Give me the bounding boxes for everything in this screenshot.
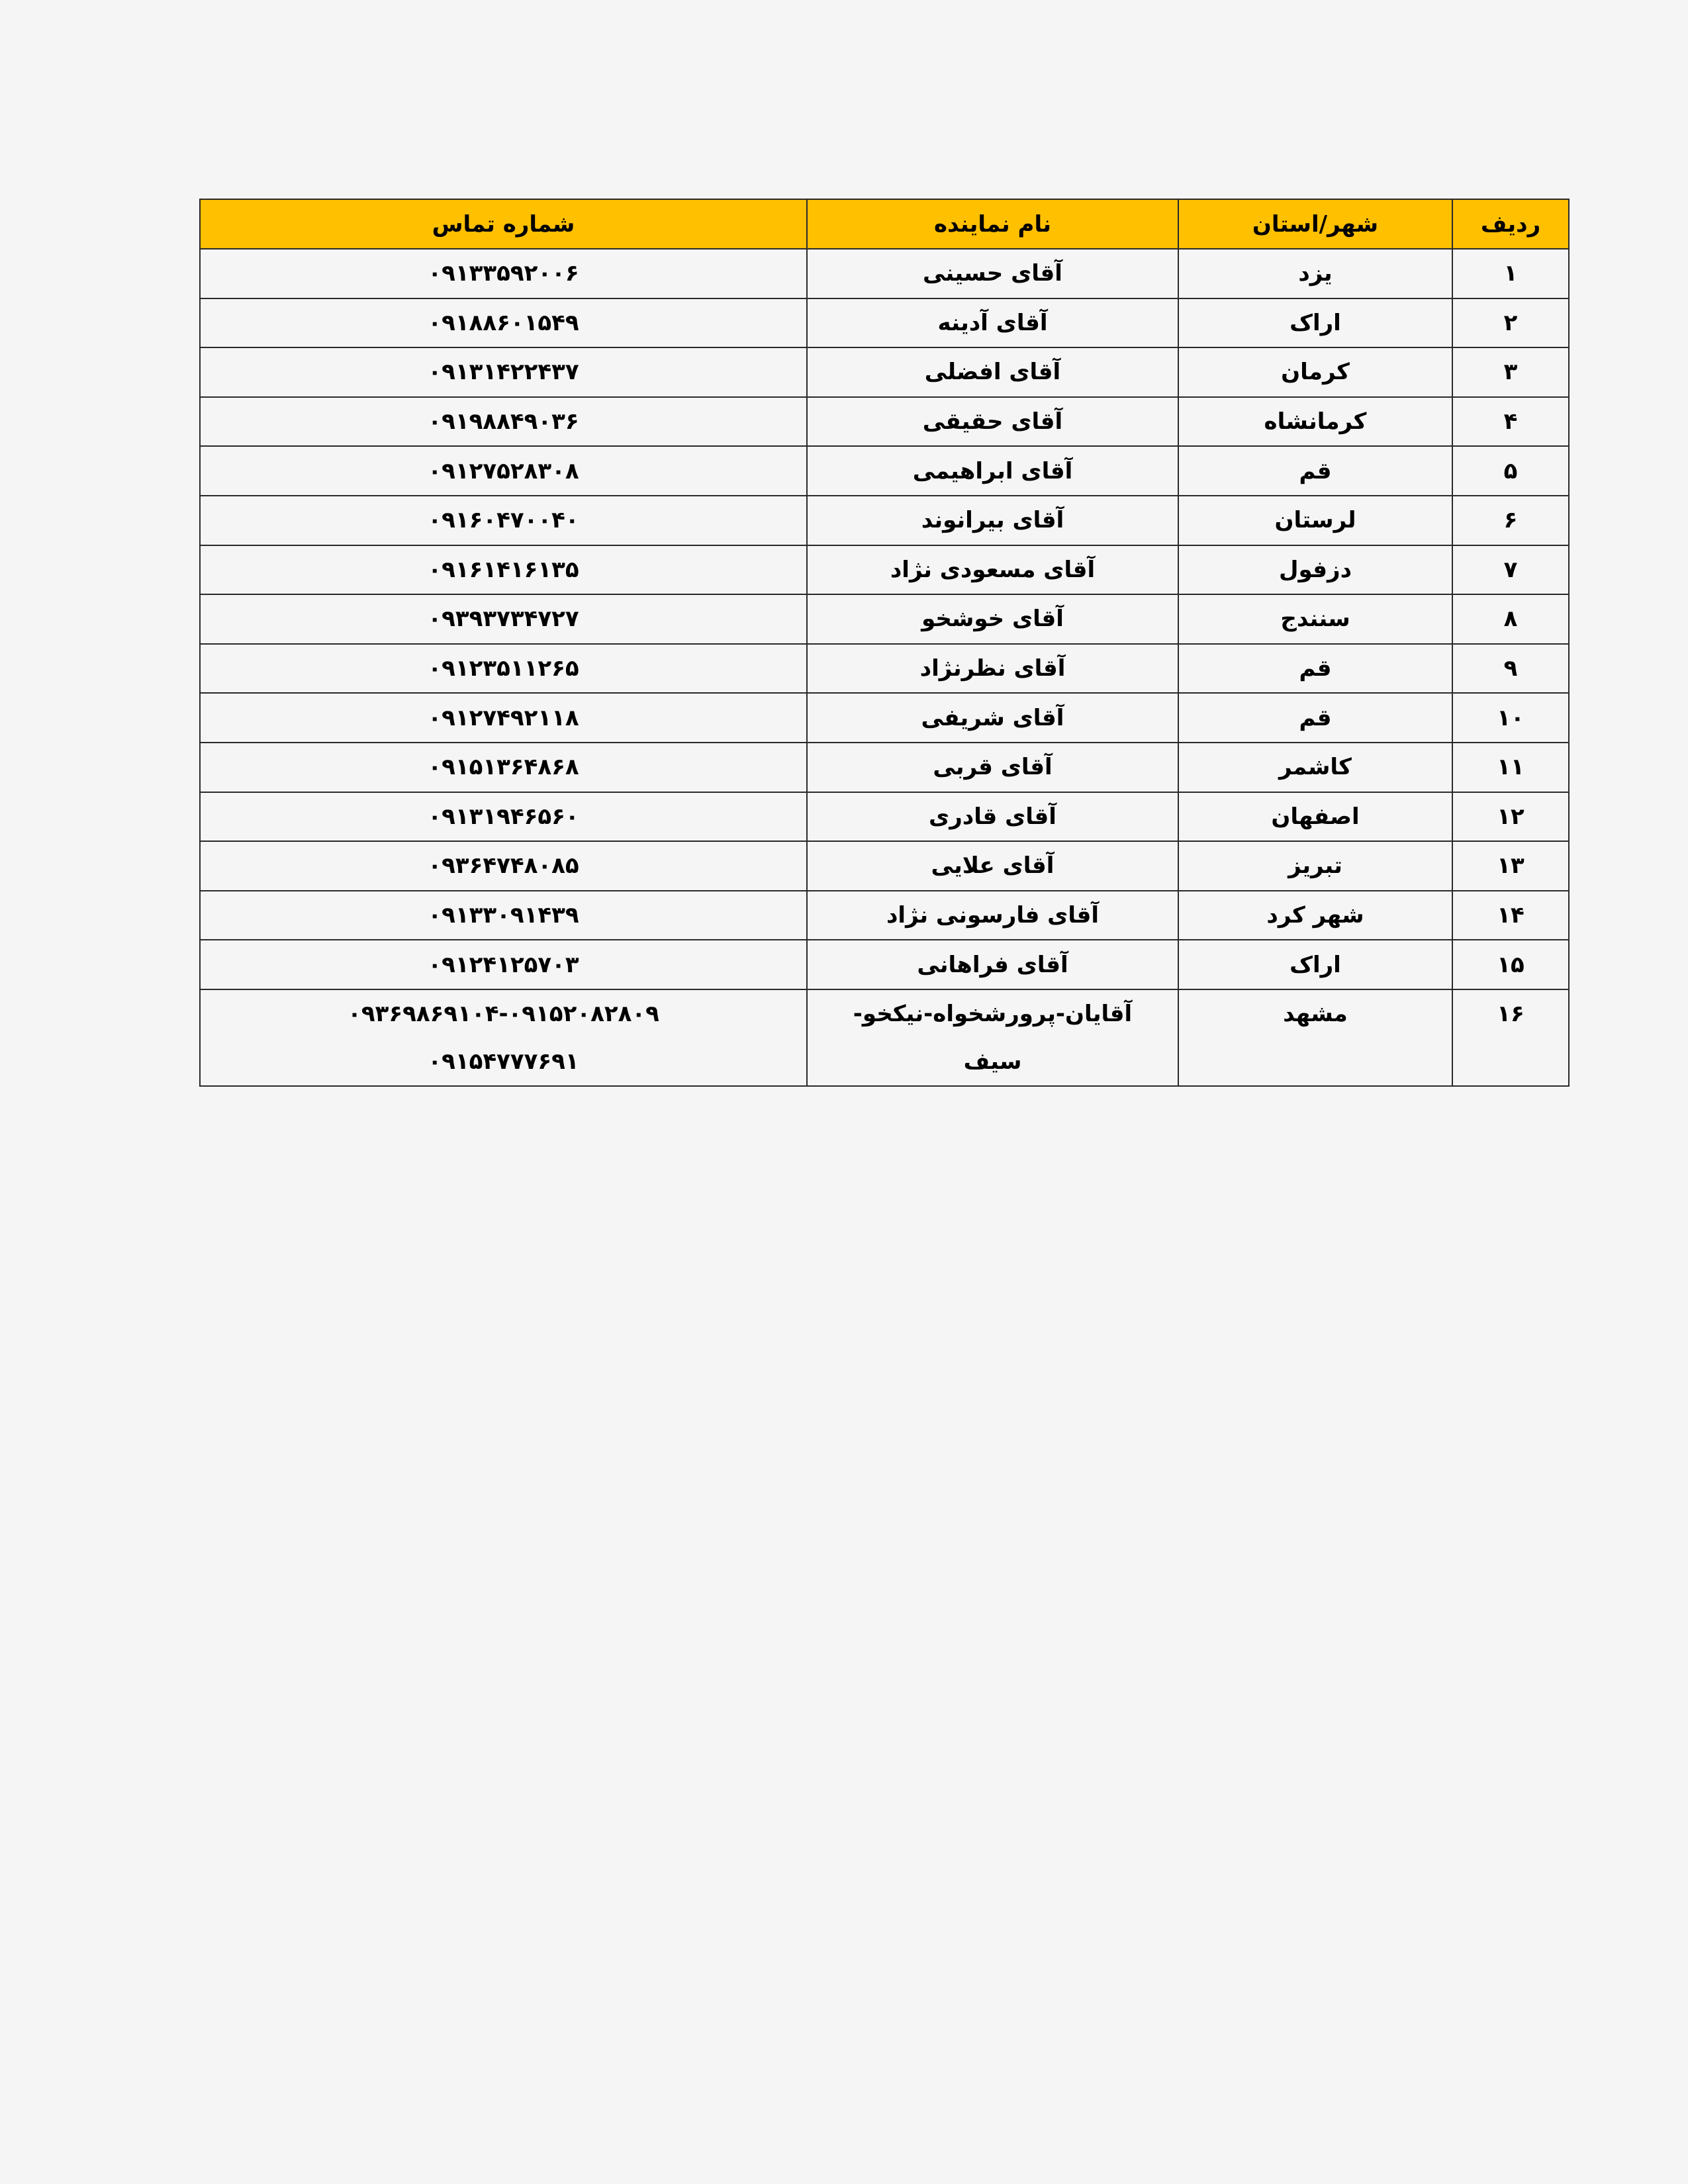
table-body <box>200 249 1569 1086</box>
cell-city: سنندج <box>1178 594 1452 644</box>
cell-phone: ۰۹۱۶۱۴۱۶۱۳۵ <box>200 545 807 595</box>
cell-row-number: ۳ <box>1452 347 1569 397</box>
cell-representative-name: آقای شریفی <box>807 693 1178 743</box>
cell-city: کرمانشاه <box>1178 397 1452 447</box>
cell-phone: ۰۹۱۳۱۹۴۶۵۶۰ <box>200 792 807 842</box>
table-row <box>200 891 1569 940</box>
cell-representative-name: آقای نظرنژاد <box>807 644 1178 694</box>
table-row <box>200 594 1569 644</box>
name-line: آقایان-پرورشخواه-نیکخو- <box>853 1000 1133 1027</box>
table-row <box>200 989 1569 1086</box>
cell-city: کرمان <box>1178 347 1452 397</box>
cell-city: دزفول <box>1178 545 1452 595</box>
cell-phone: ۰۹۱۲۳۵۱۱۲۶۵ <box>200 644 807 694</box>
cell-row-number: ۱ <box>1452 249 1569 298</box>
cell-phone: ۰۹۱۸۸۶۰۱۵۴۹ <box>200 298 807 348</box>
cell-city: قم <box>1178 693 1452 743</box>
cell-phone: ۰۹۱۲۷۴۹۲۱۱۸ <box>200 693 807 743</box>
cell-row-number: ۱۵ <box>1452 940 1569 989</box>
table-row <box>200 397 1569 447</box>
table-row <box>200 792 1569 842</box>
table-row <box>200 545 1569 595</box>
cell-phone: ۰۹۱۶۰۴۷۰۰۴۰ <box>200 496 807 545</box>
table-row <box>200 249 1569 298</box>
cell-row-number: ۱۱ <box>1452 743 1569 792</box>
cell-row-number: ۱۶ <box>1452 989 1569 1086</box>
cell-city: اراک <box>1178 298 1452 348</box>
table-row <box>200 347 1569 397</box>
cell-phone: ۰۹۱۲۷۵۲۸۳۰۸ <box>200 446 807 496</box>
phone-line: ۰۹۳۶۹۸۶۹۱۰۴-۰۹۱۵۲۰۸۲۸۰۹ <box>348 1000 659 1027</box>
cell-row-number: ۱۲ <box>1452 792 1569 842</box>
cell-row-number: ۶ <box>1452 496 1569 545</box>
table-header <box>200 199 1569 249</box>
name-line: سیف <box>963 1048 1022 1075</box>
header-row <box>200 199 1569 249</box>
table-row <box>200 644 1569 694</box>
cell-phone: ۰۹۱۳۳۰۹۱۴۳۹ <box>200 891 807 940</box>
cell-city: قم <box>1178 644 1452 694</box>
cell-phone: ۰۹۳۶۴۷۴۸۰۸۵ <box>200 841 807 891</box>
cell-row-number: ۱۰ <box>1452 693 1569 743</box>
cell-city: مشهد <box>1178 989 1452 1086</box>
table-row <box>200 940 1569 989</box>
cell-representative-name <box>807 989 1178 1086</box>
cell-representative-name: آقای فراهانی <box>807 940 1178 989</box>
cell-row-number: ۲ <box>1452 298 1569 348</box>
cell-row-number: ۹ <box>1452 644 1569 694</box>
cell-representative-name: آقای ابراهیمی <box>807 446 1178 496</box>
representatives-table <box>199 199 1570 1087</box>
cell-row-number: ۸ <box>1452 594 1569 644</box>
cell-row-number: ۷ <box>1452 545 1569 595</box>
cell-representative-name: آقای حسینی <box>807 249 1178 298</box>
cell-representative-name: آقای افضلی <box>807 347 1178 397</box>
cell-representative-name: آقای آدینه <box>807 298 1178 348</box>
cell-representative-name: آقای مسعودی نژاد <box>807 545 1178 595</box>
phone-line: ۰۹۱۵۴۷۷۷۶۹۱ <box>428 1048 579 1075</box>
cell-row-number: ۴ <box>1452 397 1569 447</box>
cell-city: یزد <box>1178 249 1452 298</box>
cell-city: اراک <box>1178 940 1452 989</box>
cell-city: لرستان <box>1178 496 1452 545</box>
header-representative-name: نام نماینده <box>807 199 1178 249</box>
cell-representative-name: آقای فارسونی نژاد <box>807 891 1178 940</box>
cell-row-number: ۵ <box>1452 446 1569 496</box>
table-row <box>200 743 1569 792</box>
cell-phone: ۰۹۳۹۳۷۳۴۷۲۷ <box>200 594 807 644</box>
cell-phone: ۰۹۱۲۴۱۲۵۷۰۳ <box>200 940 807 989</box>
cell-city: کاشمر <box>1178 743 1452 792</box>
cell-city: اصفهان <box>1178 792 1452 842</box>
cell-representative-name: آقای علایی <box>807 841 1178 891</box>
table-row <box>200 496 1569 545</box>
cell-representative-name: آقای بیرانوند <box>807 496 1178 545</box>
cell-representative-name: آقای قربی <box>807 743 1178 792</box>
table-row <box>200 693 1569 743</box>
cell-city: شهر کرد <box>1178 891 1452 940</box>
table-row <box>200 446 1569 496</box>
cell-phone <box>200 989 807 1086</box>
cell-row-number: ۱۳ <box>1452 841 1569 891</box>
header-row-number: ردیف <box>1452 199 1569 249</box>
cell-phone: ۰۹۱۳۳۵۹۲۰۰۶ <box>200 249 807 298</box>
cell-phone: ۰۹۱۹۸۸۴۹۰۳۶ <box>200 397 807 447</box>
header-phone: شماره تماس <box>200 199 807 249</box>
cell-representative-name: آقای حقیقی <box>807 397 1178 447</box>
cell-row-number: ۱۴ <box>1452 891 1569 940</box>
cell-city: قم <box>1178 446 1452 496</box>
cell-phone: ۰۹۱۵۱۳۶۴۸۶۸ <box>200 743 807 792</box>
header-city: شهر/استان <box>1178 199 1452 249</box>
table-row <box>200 298 1569 348</box>
cell-representative-name: آقای قادری <box>807 792 1178 842</box>
cell-city: تبریز <box>1178 841 1452 891</box>
cell-phone: ۰۹۱۳۱۴۲۲۴۳۷ <box>200 347 807 397</box>
table-row <box>200 841 1569 891</box>
cell-representative-name: آقای خوشخو <box>807 594 1178 644</box>
